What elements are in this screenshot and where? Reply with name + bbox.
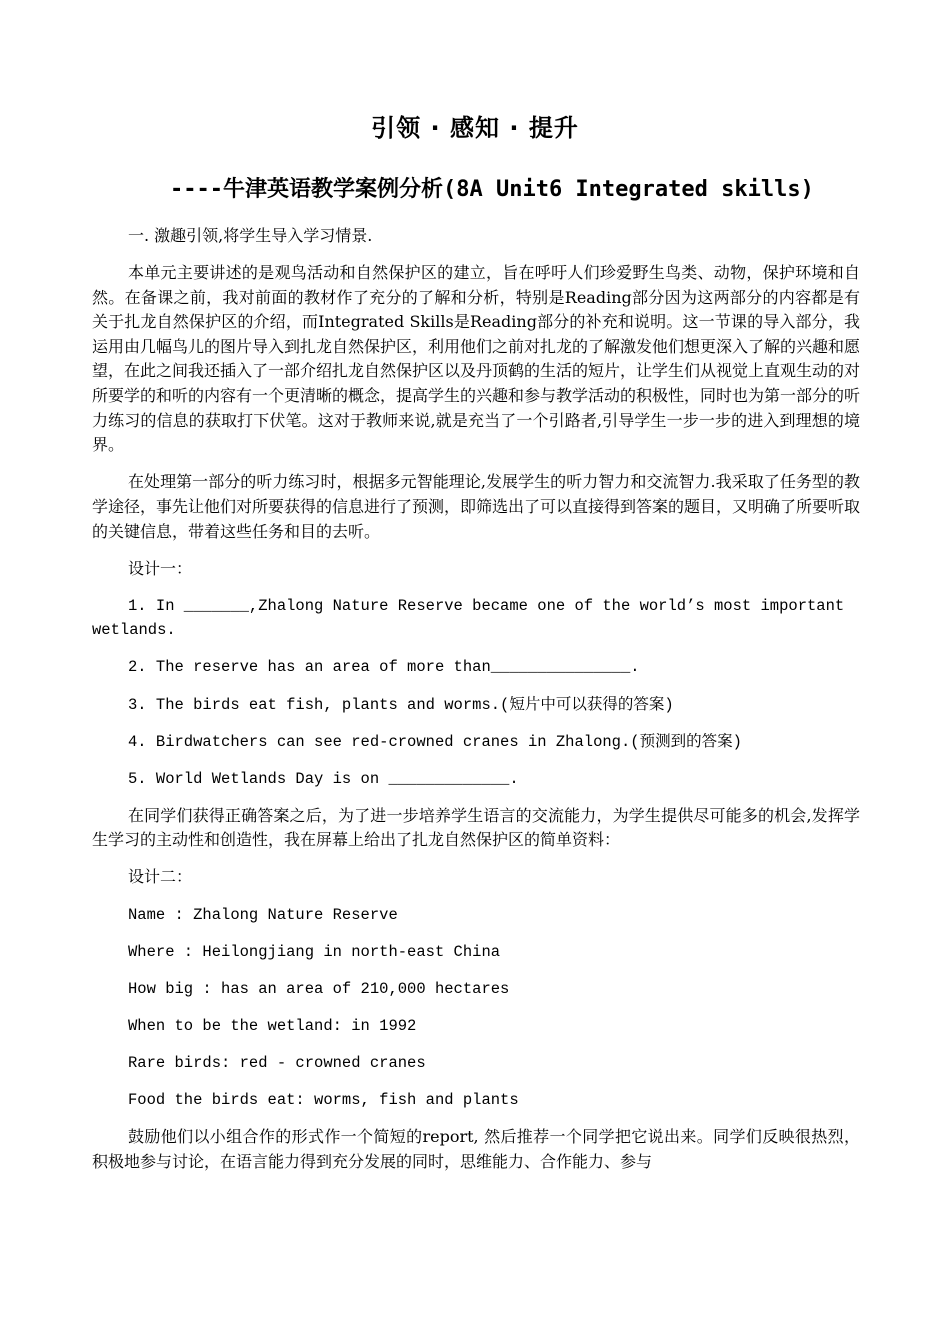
question-5: 5. World Wetlands Day is on _____________. — [128, 769, 519, 788]
page-title: 引领 · 感知 · 提升 — [371, 114, 579, 142]
design-one-label: 设计一： — [128, 558, 193, 578]
question-2: 2. The reserve has an area of more than_______________. — [128, 658, 640, 677]
info-name: Name : Zhalong Nature Reserve — [128, 905, 398, 924]
paragraph-listening: 在处理第一部分的听力练习时，根据多元智能理论,发展学生的听力智力和交流智力.我采取了任务型的教学途径，事先让他们对所要获得的信息进行了预测，即筛选出了可以直接得到答案的题目，又明确了所要听取的关键信息，带着这些任务和目的去听。 — [92, 472, 861, 541]
info-when: When to be the wetland: in 1992 — [128, 1016, 417, 1035]
info-food: Food the birds eat: worms, fish and plants — [128, 1091, 519, 1110]
info-where: Where : Heilongjiang in north-east China — [128, 942, 501, 961]
paragraph-intro: 本单元主要讲述的是观鸟活动和自然保护区的建立，旨在呼吁人们珍爱野生鸟类、动物，保护环境和自然。在备课之前，我对前面的教材作了充分的了解和分析，特别是Reading部分因为这两部分的内容都是有关于扎龙自然保护区的介绍，而Integrated Skills是Reading部分的补充和说明。这一节课的导入部分，我运用由几幅鸟儿的图片导入到扎龙自然保护区，利用他们之前对扎龙的了解激发他们想更深入了解的兴趣和愿望，在此之间我还插入了一部介绍扎龙自然保护区以及丹顶鹤的生活的短片，让学生们从视觉上直观生动的对所要学的和听的内容有一个更清晰的概念，提高学生的兴趣和参与教学活动的积极性，同时也为第一部分的听力练习的信息的获取打下伏笔。这对于教师来说,就是充当了一个引路者,引导学生一步一步的进入到理想的境界。 — [92, 263, 861, 455]
question-1: 1. In _______,Zhalong Nature Reserve became one of the world’s most important wetlands. — [92, 596, 845, 640]
info-how-big: How big : has an area of 210,000 hectares — [128, 979, 510, 998]
paragraph-report: 鼓励他们以小组合作的形式作一个简短的report, 然后推荐一个同学把它说出来。同学们反映很热烈，积极地参与讨论，在语言能力得到充分发展的同时，思维能力、合作能力、参与 — [92, 1127, 860, 1171]
paragraph-after-answers: 在同学们获得正确答案之后，为了进一步培养学生语言的交流能力，为学生提供尽可能多的机会,发挥学生学习的主动性和创造性，我在屏幕上给出了扎龙自然保护区的简单资料： — [92, 805, 860, 850]
section-heading: 一. 激趣引领,将学生导入学习情景. — [128, 226, 373, 245]
page-subtitle: ----牛津英语教学案例分析(8A Unit6 Integrated skills) — [170, 177, 814, 202]
question-4: 4. Birdwatchers can see red-crowned cranes in Zhalong.(预测到的答案) — [128, 732, 742, 751]
document-body — [92, 224, 860, 1187]
design-two-label: 设计二： — [128, 867, 193, 887]
info-rare-birds: Rare birds: red - crowned cranes — [128, 1053, 426, 1072]
question-3: 3. The birds eat fish, plants and worms.(短片中可以获得的答案) — [128, 695, 674, 714]
